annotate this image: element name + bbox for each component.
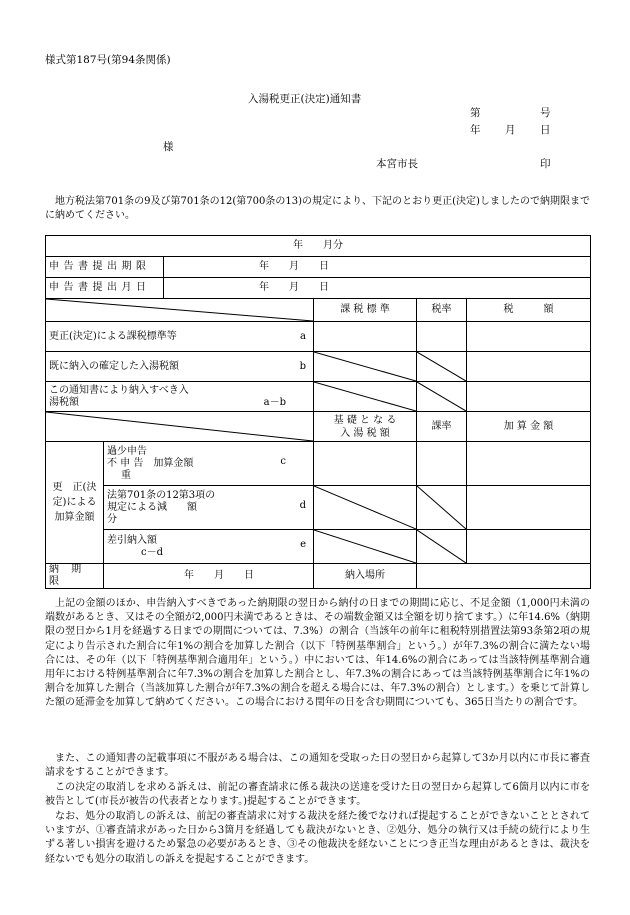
form-number: 様式第187号(第94条関係) [45,54,171,66]
row-d-rate-diagonal [417,486,467,530]
row-d-letter: d [299,499,306,511]
lawsuit-paragraph: この決定の取消しを求める訴えは、前記の審査請求に係る裁決の送達を受けた日の翌日から起算して6箇月以内に市を被告として(市長が被告の代表者となります。)提起することができます。 [45,782,590,808]
row-a-label: 更正(決定)による課税標準等 [49,330,177,342]
seal-mark: 印 [540,158,551,170]
intro-text: 地方税法第701条の9及び第701条の12(第700条の13)の規定により、下記のとおり更正(決定)しましたので納期限までに納めてください。 [45,196,590,222]
late-fee-paragraph: 上記の金額のほか、申告納入すべきであった納期限の翌日から納付の日までの期間に応じ、不足金額（1,000円未満の端数があるとき、又はその全額が2,000円未満であるときは、その端数金額又は全額を切り捨てます。）に年14.6%（納期限の翌日から1月を経過する日までの期間については、7.3%）の割合（当該年の前年に租税特別措置法第93条第2項の規定により告示された割合に年1%の割合を加算した割合（以下「特例基準割合」という。）が年7.3%の割合に満たない場合には、その年（以下「特例基準割合適用年」という。）中においては、年14.6%の割合にあっては当該特例基準割合適用年における特例基準割合に年7.3%の割合を加算した割合とし、年7.3%の割合にあっては当該特例基準割合に年1%の割合を加算した割合（当該加算した割合が年7.3%の割合を超える場合には、年7.3%の割合）とします。）を乗じて計算した額の延滞金を加算して納めてください。この場合における閏年の日を含む期間についても、365日当たりの割合です。 [45,598,591,709]
payment-place-label: 納入場所 [314,564,417,589]
col-base-tax-line1: 基 礎 と な る [333,414,397,426]
deadline-label: 申告書提出期限 [46,257,164,278]
row-c-base [314,442,417,486]
row-e-line2: c－d [141,546,164,558]
col-tax-base: 課 税 標 準 [314,299,417,322]
col-base-tax-line2: 入 湯 税 額 [340,427,390,439]
col-tax-amount: 税 額 [467,299,591,322]
col-tax-rate: 税率 [417,299,467,322]
row-e-letter: e [300,538,306,550]
col-penalty-amount: 加 算 金 額 [467,412,591,442]
row-e-label-cell [104,530,314,564]
row-c-label-cell [104,442,314,486]
row-e-base-diagonal [314,530,417,564]
notice-date-month: 月 [505,124,516,136]
period-cell: 年 月分 [46,236,591,257]
submit-date-label: 申告書提出月日 [46,278,164,299]
row-c-line2: 不 申 告 加算金額 [107,457,194,469]
notice-date-year: 年 [470,124,481,136]
recipient-honorific: 様 [163,141,174,153]
tax-form-table [45,235,591,589]
row-d-amount [467,486,591,530]
revocation-paragraph: なお、処分の取消しの訴えは、前記の審査請求に対する裁決を経た後でなければ提起することができないこととされていますが、①審査請求があった日から3箇月を経過しても裁決がないとき、②処分、処分の執行又は手続の続行により生ずる著しい損害を避けるため緊急の必要があるとき、③その他裁決を経ないことにつき正当な理由があるときは、裁決を経ないでも処分の取消しの訴えを提起することができます。 [45,811,590,865]
penalty-group-label: 更 正(決 定)による加算金額 [46,442,104,564]
row-c-line3: 重 [121,469,131,481]
row-b-base-diagonal [314,352,417,382]
row-c-letter: c [280,455,286,467]
row-a-rate [417,322,467,352]
row-c-line1: 過少申告 [107,445,147,457]
page-title: 入湯税更正(決定)通知書 [248,93,362,105]
row-c-amount [467,442,591,486]
row-a-letter: a [300,330,306,342]
row-a-label-cell [46,322,314,352]
row-e-line1: 差引納入額 [107,534,157,546]
payment-place-value [417,564,591,589]
submit-date-value: 年 月 日 [164,278,591,299]
row-d-label-cell [104,486,314,530]
row-a-amount [467,322,591,352]
row-d-base-diagonal [314,486,417,530]
row-c-rate [417,442,467,486]
row-ab-label: この通知書により納入すべき入湯税額 [49,384,189,408]
row-ab-base-diagonal [314,382,417,412]
col-base-tax [314,412,417,442]
appeal-paragraph: また、この通知書の記載事項に不服がある場合は、この通知を受取った日の翌日から起算して3か月以内に市長に審査請求をすることができます。 [45,753,590,779]
row-ab-rate-diagonal [417,382,467,412]
row-e-rate-diagonal [417,530,467,564]
row-e-amount [467,530,591,564]
row-b-label: 既に納入の確定した入湯税額 [49,360,179,372]
col-penalty-rate: 課率 [417,412,467,442]
notice-date-day: 日 [540,124,551,136]
due-date-label: 納 期 限 [46,564,104,589]
notice-number-suffix: 号 [540,107,551,119]
deadline-value: 年 月 日 [164,257,591,278]
row-ab-letter: a－b [263,396,286,408]
row-ab-label-cell [46,382,314,412]
due-date-value: 年 月 日 [104,564,314,589]
notice-number-prefix: 第 [470,107,481,119]
header-diagonal-cell [46,299,314,322]
row-b-label-cell [46,352,314,382]
row-ab-amount [467,382,591,412]
row-d-label: 法第701条の12第3項の規定による減 額 分 [107,489,217,525]
row-a-base [314,322,417,352]
row-b-rate-diagonal [417,352,467,382]
issuer-name: 本宮市長 [376,158,418,170]
row-b-letter: b [299,360,306,372]
penalty-header-diagonal [46,412,314,442]
row-b-amount [467,352,591,382]
